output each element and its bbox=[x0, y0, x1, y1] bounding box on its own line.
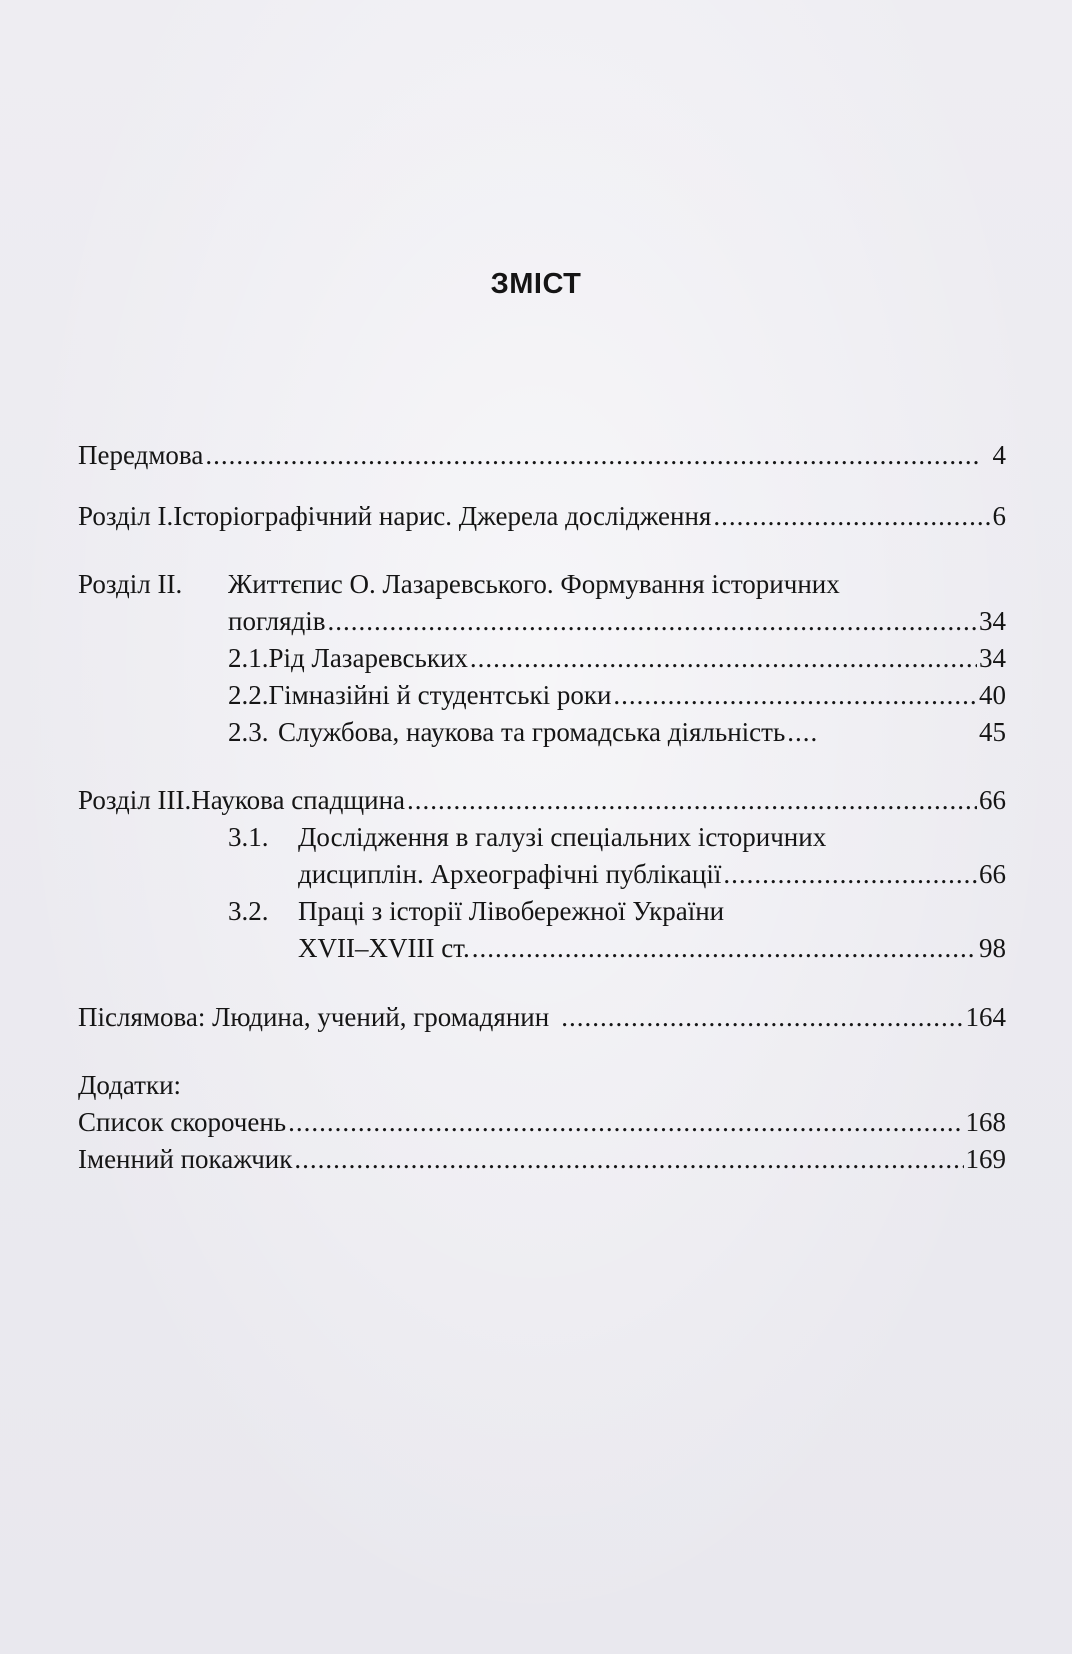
entry-text: Життєпис О. Лазаревського. Формування історичних bbox=[228, 569, 840, 599]
entry-text: Наукова спадщина bbox=[191, 785, 406, 815]
page-number: 168 bbox=[965, 1107, 1006, 1137]
entry-text: Праці з історії Лівобережної України bbox=[298, 896, 725, 926]
dot-leader bbox=[713, 500, 990, 532]
entry-text: Історіографічний нарис. Джерела дослідження bbox=[173, 501, 712, 531]
entry-text: Передмова bbox=[78, 440, 204, 470]
dot-leader bbox=[328, 605, 977, 637]
page-number: 98 bbox=[979, 933, 1006, 963]
dot-leader bbox=[723, 858, 977, 890]
page-number: 34 bbox=[979, 606, 1006, 636]
dot-leader bbox=[472, 932, 977, 964]
page-number: 6 bbox=[992, 501, 1006, 531]
toc-entry-preface bbox=[78, 439, 1006, 471]
toc-subentry-3-2-cont bbox=[298, 932, 1006, 964]
toc-appendix-item bbox=[78, 1106, 1006, 1138]
subsection-number: 2.2. bbox=[228, 680, 269, 710]
dot-leader bbox=[561, 1001, 963, 1033]
page-number: 164 bbox=[965, 1002, 1006, 1032]
toc-appendix-item bbox=[78, 1143, 1006, 1175]
dot-leader bbox=[470, 642, 977, 674]
toc-appendix-heading: Додатки: bbox=[78, 1070, 182, 1100]
entry-text: Рід Лазаревських bbox=[268, 643, 468, 673]
entry-text: XVII–XVIII ст. bbox=[298, 933, 470, 963]
entry-text: Гімназійні й студентські роки bbox=[268, 680, 612, 710]
page-number: 66 bbox=[979, 785, 1006, 815]
entry-text: Іменний покажчик bbox=[78, 1144, 293, 1174]
entry-text: поглядів bbox=[228, 606, 326, 636]
subsection-number: 2.3. bbox=[228, 717, 269, 747]
page-number: 66 bbox=[979, 859, 1006, 889]
dot-leader bbox=[407, 784, 977, 816]
subsection-number: 3.2. bbox=[228, 896, 269, 926]
dot-leader bbox=[294, 1143, 963, 1175]
dot-leader bbox=[288, 1106, 963, 1138]
toc-subentry-2-1 bbox=[228, 642, 1006, 674]
toc-subentry-2-3 bbox=[228, 716, 1006, 748]
dot-leader bbox=[787, 716, 817, 748]
chapter-label: Розділ III. bbox=[78, 785, 192, 815]
page-number: 34 bbox=[979, 643, 1006, 673]
entry-text: Список скорочень bbox=[78, 1107, 287, 1137]
subsection-number: 2.1. bbox=[228, 643, 269, 673]
page-title: ЗМІСТ bbox=[490, 268, 582, 300]
page-number: 45 bbox=[979, 717, 1006, 747]
entry-text: Службова, наукова та громадська діяльність bbox=[278, 717, 786, 747]
toc-entry-chapter-2 bbox=[78, 568, 840, 600]
chapter-label: Розділ II. bbox=[78, 569, 183, 599]
toc-subentry-3-2 bbox=[228, 895, 724, 927]
entry-text: Післямова: Людина, учений, громадянин bbox=[78, 1002, 550, 1032]
dot-leader bbox=[613, 679, 977, 711]
toc-entry-chapter-1 bbox=[78, 500, 1006, 532]
entry-text: дисциплін. Археографічні публікації bbox=[298, 859, 722, 889]
toc-subentry-3-1 bbox=[228, 821, 826, 853]
toc-entry-chapter-3 bbox=[78, 784, 1006, 816]
page-number: 169 bbox=[965, 1144, 1006, 1174]
subsection-number: 3.1. bbox=[228, 822, 269, 852]
page-number: 4 bbox=[992, 440, 1006, 470]
dot-leader bbox=[205, 439, 981, 471]
toc-entry-chapter-2-cont bbox=[228, 605, 1006, 637]
toc-subentry-3-1-cont bbox=[298, 858, 1006, 890]
entry-text: Дослідження в галузі спеціальних історичних bbox=[298, 822, 827, 852]
toc-subentry-2-2 bbox=[228, 679, 1006, 711]
chapter-label: Розділ I. bbox=[78, 501, 174, 531]
page-number: 40 bbox=[979, 680, 1006, 710]
toc-entry-afterword bbox=[78, 1001, 1006, 1033]
